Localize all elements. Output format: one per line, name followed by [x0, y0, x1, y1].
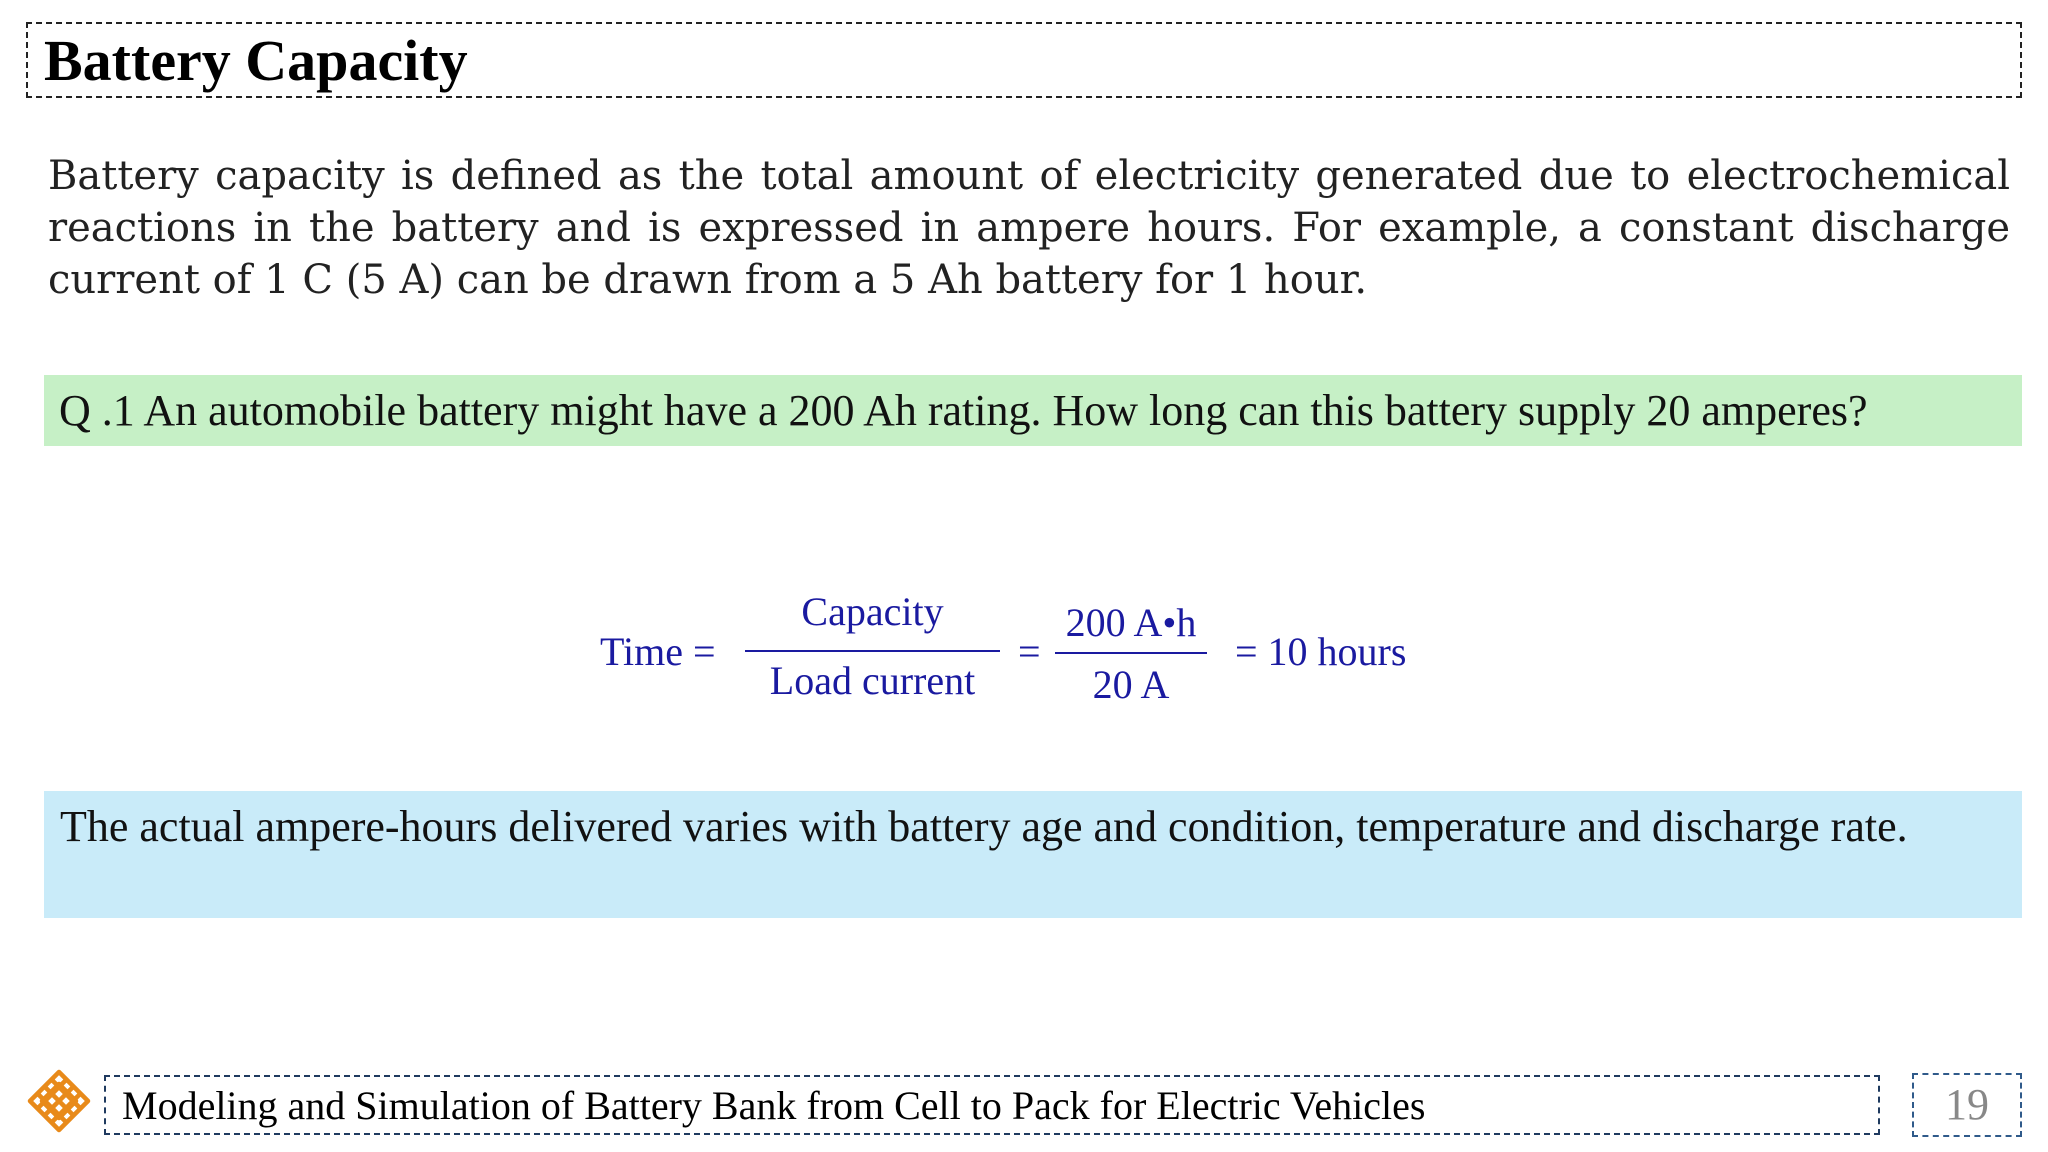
formula-equals: =: [1018, 629, 1041, 674]
endless-knot-logo-icon: [26, 1068, 92, 1134]
formula-denominator-value: 20 A: [1092, 662, 1170, 707]
title-box: [26, 22, 2022, 98]
formula-numerator-capacity: Capacity: [801, 589, 944, 634]
formula-denominator-load-current: Load current: [769, 658, 976, 703]
question-box: [44, 375, 2022, 446]
formula-result: = 10 hours: [1235, 629, 1407, 674]
slide-title: Battery Capacity: [44, 28, 468, 93]
fraction-line-2: [1055, 652, 1207, 654]
footer-course-title: Modeling and Simulation of Battery Bank from Cell to Pack for Electric Vehicles: [122, 1083, 1426, 1128]
note-text: The actual ampere-hours delivered varies with battery age and condition, temperature and discharge rate.: [60, 802, 1908, 851]
question-text: Q .1 An automobile battery might have a 200 Ah rating. How long can this battery supply 20 amperes?: [59, 386, 1868, 435]
formula-numerator-value: 200 A•h: [1065, 600, 1197, 645]
page-number: 19: [1945, 1080, 1989, 1129]
intro-paragraph: Battery capacity is defined as the total amount of electricity generated due to electrochemical reactions in the battery and is expressed in ampere hours. For example, a constant discharge current of 1 C (5 A) can be drawn from a 5 Ah battery for 1 hour.: [48, 153, 2010, 303]
note-box: [44, 791, 2022, 918]
fraction-line-1: [745, 650, 1000, 652]
footer-box: [104, 1075, 1880, 1135]
formula-lhs: Time =: [600, 629, 716, 674]
page-number-box: [1912, 1073, 2022, 1137]
